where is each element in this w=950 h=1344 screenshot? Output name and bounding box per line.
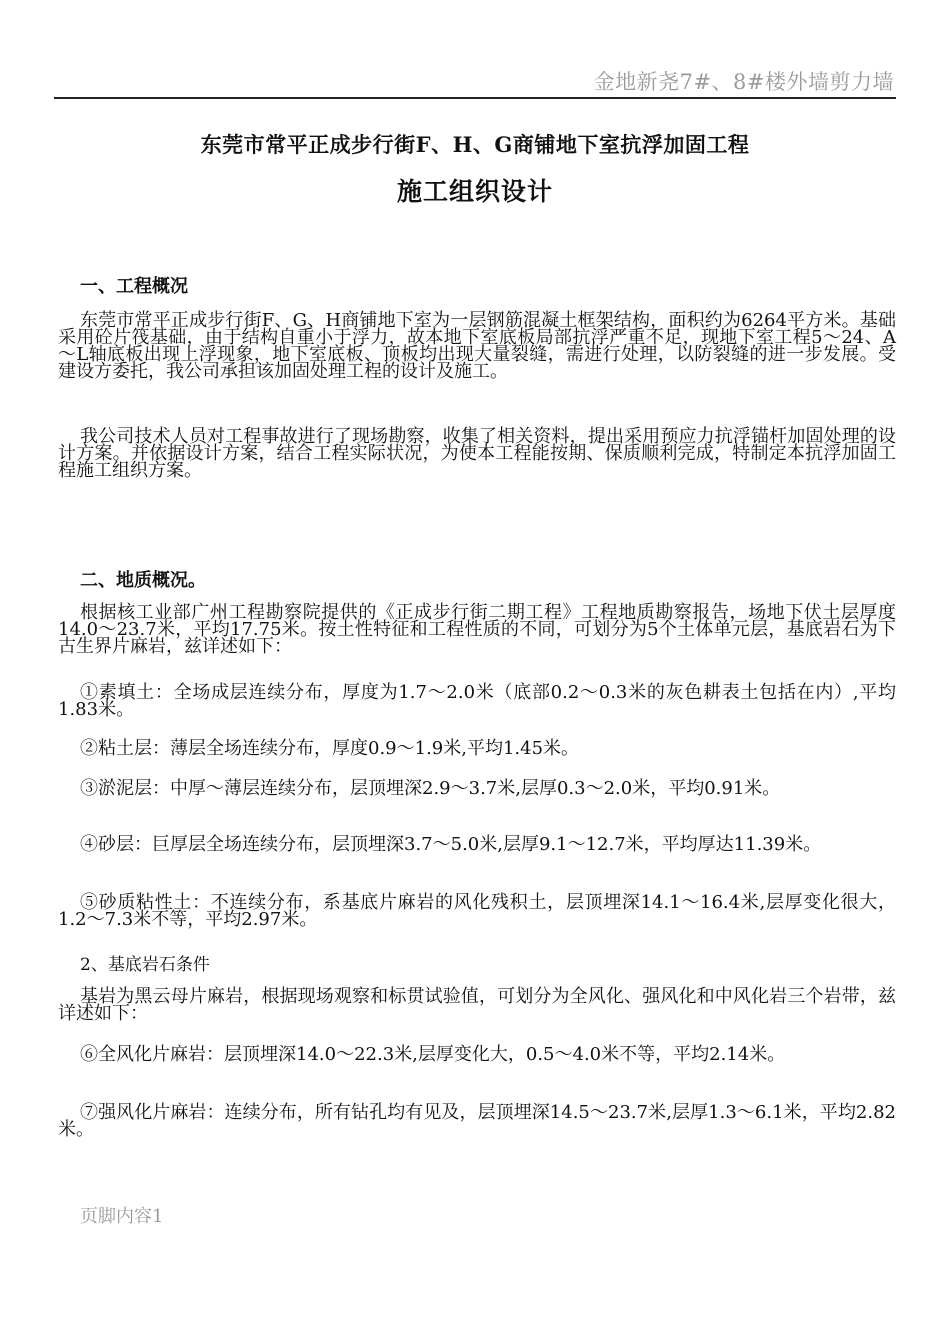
subheading-bedrock: 2、基底岩石条件 <box>80 955 210 975</box>
paragraph-layer-2: ②粘土层：薄层全场连续分布，厚度0.9～1.9米,平均1.45米。 <box>80 738 580 759</box>
document-title: 东莞市常平正成步行街F、H、G商铺地下室抗浮加固工程 <box>200 132 750 157</box>
paragraph-bedrock-intro: 基岩为黑云母片麻岩，根据现场观察和标贯试验值，可划分为全风化、强风化和中风化岩三个岩带，兹详述如下： <box>58 986 896 1024</box>
paragraph-rock-7: ⑦强风化片麻岩：连续分布，所有钻孔均有见及，层顶埋深14.5～23.7米,层厚1.3～6.1米，平均2.82米。 <box>58 1102 896 1140</box>
paragraph-overview-1: 东莞市常平正成步行街F、G、H商铺地下室为一层钢筋混凝土框架结构，面积约为6264平方米。基础采用砼片筏基础，由于结构自重小于浮力，故本地下室底板局部抗浮严重不足，现地下室工程5～24、A～L轴底板出现上浮现象，地下室底板、顶板均出现大量裂缝，需进行处理，以防裂缝的进一步发展。受建设方委托，我公司承担该加固处理工程的设计及施工。 <box>58 310 896 382</box>
document-subtitle: 施工组织设计 <box>396 177 553 206</box>
page-footer-text: 页脚内容1 <box>80 1206 164 1227</box>
paragraph-layer-4: ④砂层：巨厚层全场连续分布，层顶埋深3.7～5.0米,层厚9.1～12.7米，平均厚达11.39米。 <box>80 834 822 855</box>
paragraph-rock-6: ⑥全风化片麻岩：层顶埋深14.0～22.3米,层厚变化大，0.5～4.0米不等，平均2.14米。 <box>80 1044 786 1065</box>
paragraph-layer-5: ⑤砂质粘性土：不连续分布，系基底片麻岩的风化残积土，层顶埋深14.1～16.4米,层厚变化很大，1.2～7.3米不等，平均2.97米。 <box>58 892 896 930</box>
section-heading-overview: 一、工程概况 <box>80 276 188 297</box>
page-header-text: 金地新尧7#、8#楼外墙剪力墙 <box>593 70 894 94</box>
paragraph-layer-3: ③淤泥层：中厚～薄层连续分布，层顶埋深2.9～3.7米,层厚0.3～2.0米，平均0.91米。 <box>80 778 781 799</box>
section-heading-geology: 二、地质概况。 <box>80 570 206 591</box>
paragraph-layer-1: ①素填土：全场成层连续分布，厚度为1.7～2.0米（底部0.2～0.3米的灰色耕表土包括在内）,平均1.83米。 <box>58 682 896 720</box>
paragraph-geology-intro: 根据核工业部广州工程勘察院提供的《正成步行街二期工程》工程地质勘察报告，场地下伏土层厚度14.0～23.7米，平均17.75米。按土性特征和工程性质的不同，可划分为5个土体单元层，基底岩石为下古生界片麻岩，兹详述如下： <box>58 602 896 657</box>
header-divider <box>54 97 896 99</box>
paragraph-overview-2: 我公司技术人员对工程事故进行了现场勘察，收集了相关资料，提出采用预应力抗浮锚杆加固处理的设计方案。并依据设计方案，结合工程实际状况，为使本工程能按期、保质顺利完成，特制定本抗浮加固工程施工组织方案。 <box>58 426 896 481</box>
